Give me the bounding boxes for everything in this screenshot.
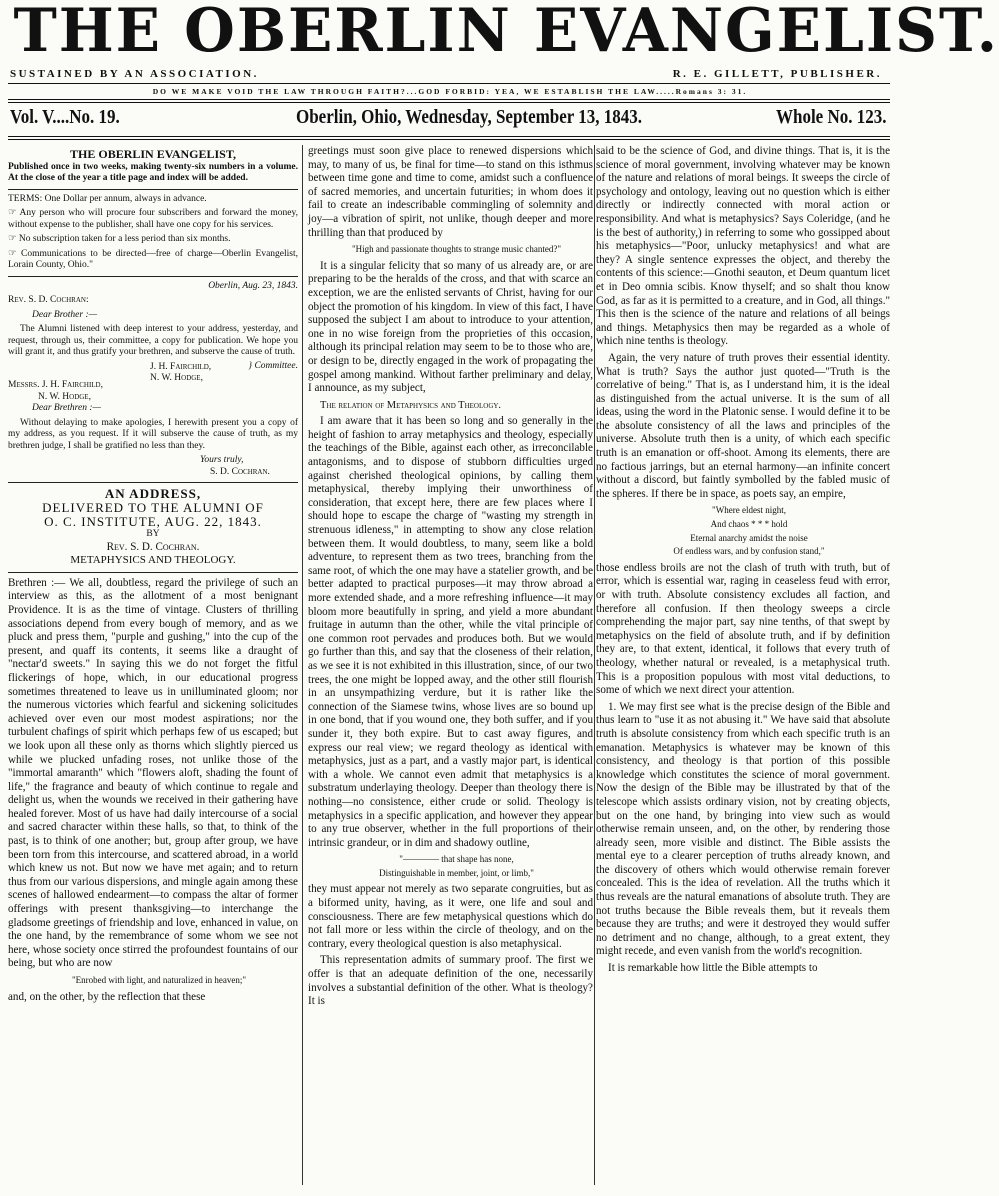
address-title: AN ADDRESS, [104, 486, 202, 502]
column2-quote-1: "High and passionate thoughts to strange music chanted?" [351, 244, 562, 255]
address-subject: METAPHYSICS AND THEOLOGY. [70, 554, 236, 567]
column3-paragraph-4: 1. We may first see what is the precise design of the Bible and thus learn to "use it as not abusing it." We have said that absolute truth is absolute consistency from which each specific truth is an emanation. Metaphysics is whatever may be known of this consistency, and theology is that portion of this possible knowledge which constitutes the science of moral government. Now the design of the Bible may be illustrated by that of the telescope which assists ordinary vision, not by creating objects, but on the one hand, by bringing into view such as would otherwise remain unseen, and, on the other, by rendering those already seen, more visible and distinct. The Bible assists the mental eye to a clearer perception of truths already known, and the discovery of others which would otherwise remain forever concealed. This is the idea of revelation. All the truths which it thus reveals are the natural emanations of absolute truth. They are not truths because the Bible reveals them, but it reveals them because they are truths; and were it destroyed they would suffer no detriment and no change, although, to a great extent, they might recede, and even vanish from the world's recognition. [596, 700, 890, 958]
whole-number: Whole No. 123. [776, 106, 887, 128]
volume-number: Vol. V....No. 19. [10, 106, 120, 128]
column3-quote-1b: And chaos * * * hold [710, 519, 788, 530]
address-paragraph-1: Brethren :— We all, doubtless, regard the privilege of such an interview as this, as the allotment of a most benignant Providence. It is as the time of vintage. Clusters of thrilling associations depend from every bough of memory, and as we pluck and press them, "purple and gushing," into the cup of the present, and quaff its contents, it seems like a draught of "nectar'd sweets." In saying this we do not forget the fitful flickerings of hope, which, in our educational progress sometimes threatened to leave us in unilluminated gloom; nor the numerous victories which fearful and sickening solicitudes achieved over even our most modest aspirations; nor the turbulent chafings of spirit which perhaps few of us escaped; but we look upon all these only as thorns which slightly pierced us while we plucked unfading roses, not unlike those of the "immortal amaranth" which "flowers aloft, shading the fount of life," the fragrance and beauty of which continue to regale and delight us, when the wounds we received in their gathering have healed forever. Most of us have had daily intercourse of a social and sacred character within these halls, so that, to think of the past, is to think of one another; but, group after group, we have been torn from this intercourse, and scattered abroad, in a world which knew us not. But now we have met again; and to return thus from our various dispersions, and mingle again among these scenes of hallowed endearment—to compass the altar of former offerings with present thanksgiving—to interchange the gladsome greetings of friendship and love, enhanced in value, on the one hand, by the remembrance of some whom we see not here, whose society once stirred the profoundest fountains of our being, but who are now [8, 576, 298, 970]
column3-quote-1d: Of endless wars, and by confusion stand," [673, 546, 825, 557]
column2-paragraph-2: It is a singular felicity that so many of us already are, or are preparing to be the heralds of the cross, and that with scarce an exception, we are the enlisted servants of Christ, having for our object the promotion of his kingdom. In view of this fact, I have supposed the subject I am about to introduce to your attention, one in no wise foreign from the proprieties of this occasion, although its principal relation may seem to be to those who are, or design to be, directly engaged in the work of propagating the gospel among mankind. Without farther preliminary and delay, I announce, as my subject, [308, 259, 593, 395]
divider [8, 276, 298, 277]
address-paragraph-1-end: and, on the other, by the reflection that these [8, 990, 206, 1003]
letter1-recipient: Rev. S. D. Cochran: [8, 295, 89, 306]
notice-subscribers: ☞ Any person who will procure four subscribers and forward the money, without expense to the publisher, shall have one copy for his services. [8, 208, 298, 230]
column3-paragraph-2: Again, the very nature of truth proves their essential identity. What is truth? Says the author just quoted—"Truth is the correlative of being." That is, as I understand him, it is the ideal as distinguished from the actual universe. It is the sum of all ideas, using the word in the Platonic sense. I would define it to be the absolute consistency of all the laws and principles of the universe. Absolute truth then is a unity, of which each specific truth is an emanation or off-shoot. Among its elements, there are no factious jarrings, but an eternal harmony—an infinite concert without a discord, but faintly symbolled by the fabled music of the spheres. If there be in space, as poets say, an empire, [596, 351, 890, 500]
address-author: Rev. S. D. Cochran. [106, 540, 200, 553]
column2-paragraph-5: This representation admits of summary proof. The first we offer is that an adequate definition of the one, necessarily involves a substantial definition of the other. What is theology? It is [308, 954, 593, 1008]
column-divider-1 [302, 145, 303, 1185]
letter2-salutation: Dear Brethren :— [32, 403, 101, 414]
column2-quote-2b: Distinguishable in member, joint, or limb," [379, 867, 534, 878]
divider [8, 572, 298, 573]
column-2 [308, 145, 593, 1191]
letter2-closing: Yours truly, [200, 455, 244, 466]
masthead-rule-bottom2 [8, 139, 890, 140]
letter2-body: Without delaying to make apologies, I herewith present you a copy of my address, as you request. If it will subserve the cause of truth, as my brethren judge, I shall be gratified no less than they. [8, 417, 298, 451]
address-subtitle-2: O. C. INSTITUTE, AUG. 22, 1843. [44, 514, 262, 530]
sustained-line: SUSTAINED BY AN ASSOCIATION. [10, 68, 259, 80]
letter1-salutation: Dear Brother :— [32, 309, 98, 320]
divider [8, 482, 298, 483]
column2-subject: The relation of Metaphysics and Theology. [320, 399, 502, 411]
masthead-rule-top [8, 83, 890, 84]
letter1-signatory-1: J. H. Fairchild, [150, 361, 212, 372]
address-subtitle-1: DELIVERED TO THE ALUMNI OF [42, 500, 264, 516]
column2-paragraph-4: they must appear not merely as two separate congruities, but as a biformed unity, having, as it were, one life and soul and consciousness. There are few metaphysical questions which do not fall more or less within the circle of theology, and on the contrary, every theological question is also metaphysical. [308, 883, 593, 950]
column-divider-2 [594, 145, 595, 1185]
notice-communications: ☞ Communications to be directed—free of charge—Oberlin Evangelist, Lorain County, Ohio." [8, 248, 298, 271]
letter2-signature: S. D. Cochran. [210, 466, 270, 477]
column2-quote-2a: "———— that shape has none, [399, 854, 514, 865]
address-by: BY [146, 529, 160, 540]
column3-quote-1c: Eternal anarchy amidst the noise [690, 532, 808, 543]
dateline: Oberlin, Ohio, Wednesday, September 13, 1843. [296, 106, 643, 128]
letter1-committee: } Committee. [248, 360, 298, 371]
motto-line: DO WE MAKE VOID THE LAW THROUGH FAITH?...GOD FORBID: YEA, WE ESTABLISH THE LAW.....Romans 3: 31. [152, 87, 748, 96]
column3-paragraph-5: It is remarkable how little the Bible attempts to [608, 962, 818, 975]
letter1-signatory-2: N. W. Hodge, [150, 373, 203, 384]
column-3 [596, 145, 890, 1191]
column2-paragraph-1: greetings must soon give place to renewed dispersions which may, to many of us, be final for time—to stand on this isthmus between time gone and time to come, amidst such a confluence of sacred memories, and uncertain futurities; in whom does it fail to create an indescribable commingling of solemnity and joy—a vibration of spirit, not unlike, though deeper and more thrilling than that produced by [308, 145, 593, 239]
column3-paragraph-3: those endless broils are not the clash of truth with truth, but of error, which is essential war, raging in ceaseless feud with error, or with truth. Absolute consistency excludes all faction, and therefore all confusion. If then theology sweeps a circle comprehending the major part, say nine tenths, of that swept by metaphysics on the field of absolute truth, and if by definition they are, to that extent, identical, it follows that every truth of theology, whether natural or revealed, is a metaphysical truth. This is a proposition populous with most vital deductions, to some of which we next direct your attention. [596, 561, 890, 697]
column3-paragraph-1: said to be the science of God, and divine things. That is, it is the science of moral government, involving whatever may be known of the nature and relations of moral beings. It sweeps the circle of psychology and ontology, leaving out no question which is either directly or indirectly connected with moral action or responsibility. And what is metaphysics? Says Coleridge, (and he is the best of authority,) in referring to some who gossipped about his metaphysics—"Poor, unlucky metaphysics! and what are they? A single sentence expresses the object, and thereby the contents of this science:—Gnothi seauton, et Deum quantum licet et in Deo omnia scibis. Know thyself; and so shalt thou know God, as far as it is permitted to a creature, and in God, all things." This then is the science of the nature and relations of all beings and things. Metaphysics then may be regarded as a whole of which nine tenths is theology. [596, 145, 890, 348]
terms: TERMS: One Dollar per annum, always in advance. [8, 193, 207, 204]
letter2-recipient-2: N. W. Hodge, [38, 391, 91, 402]
address-quote-1: "Enrobed with light, and naturalized in heaven;" [71, 975, 247, 985]
column2-paragraph-3: I am aware that it has been so long and so generally in the height of fashion to array metaphysics and theology, especially the teachings of the Bible, against each other, as irreconcilable antagonisms, and to dispose of stubborn difficulties urged against cherished theological opinions, by calling them metaphysical, thereby implying their unworthiness of consideration, that except here, there are few places where I should hope to escape the charge of "wasting my strength in strenuous idleness," in attempting to show any close relation between them. It would doubtless, to many, seem like a bold adventure, to represent them as two trees, branching from the same root, of which the one may have a statelier growth, and be better adapted to practical purposes—it may throw abroad a more extended shade, and a more refreshing influence—it may bloom more beautifully in spring, and yield a more abundant fruitage in autumn than the other, while the vital principle of one common root pervades and produces both. But we would go further than this, and say that the closeness of their relation, as we see it is not exhibited in this illustration, since, of our two trees, the one might be lopped away, and the other still flourish in an unsympathizing verdure, but it is rather like the connection of the Siamese twins, whose lives are so bound up in one bond, that if you wound one, they both suffer, and if you sunder it, they both expire. But to cast away figures, and express our real view; we regard theology as identical with metaphysics, just as a part, and a vastly major part, is identical with a whole. We cannot even admit that metaphysics is a substratum underlaying theology. Deeper than theology there is nothing—no consistence, either crude or solid. Theology is metaphysics in a specific application, and however they appear to any true observer, whether in the full proportions of their intrinsic grandeur, or in dim and shadowy outline, [308, 415, 593, 849]
letter1-body: The Alumni listened with deep interest to your address, yesterday, and request, through us, their committee, a copy for publication. We hope you will grant it, and thus gratify your brethren, and subserve the cause of truth. [8, 324, 298, 358]
publication-heading: THE OBERLIN EVANGELIST, [70, 147, 236, 161]
column-1 [8, 145, 298, 1191]
letter2-recipient-1: Messrs. J. H. Fairchild, [8, 380, 103, 391]
masthead-rule-mid [8, 99, 890, 100]
masthead-rule-mid2 [8, 102, 890, 103]
column3-quote-1a: "Where eldest night, [712, 505, 786, 516]
publication-intro: Published once in two weeks, making twenty-six numbers in a volume. At the close of the year a title page and index will be added. [8, 161, 298, 184]
divider [8, 189, 298, 190]
letter1-date: Oberlin, Aug. 23, 1843. [208, 280, 298, 291]
masthead-rule-bottom [8, 136, 890, 137]
publisher-line: R. E. GILLETT, PUBLISHER. [672, 68, 882, 80]
masthead-title: THE OBERLIN EVANGELIST. [13, 0, 999, 66]
notice-subscription-period: ☞ No subscription taken for a less period than six months. [8, 234, 231, 245]
